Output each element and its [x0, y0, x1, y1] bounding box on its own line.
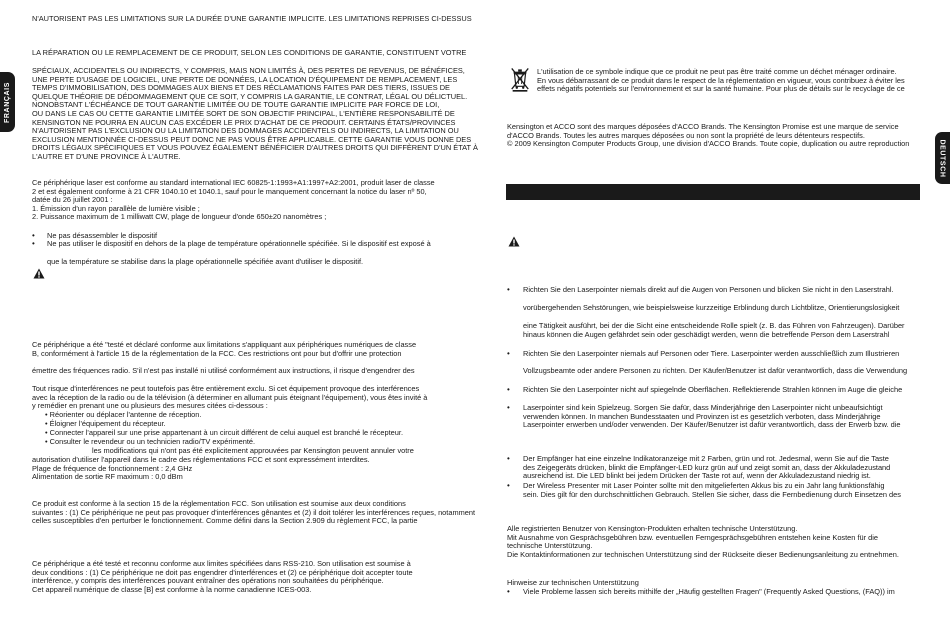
laser-safety-continuation: eine Tätigkeit ausführt, bei der die Sicht eine entscheidende Rolle spielt (z. B. das Führen von Fahrzeugen). Darüber hinaus können die Augen gefährdet sein oder geschädigt werden, wenn die betreffende Person dem Laserstrahl — [523, 321, 905, 339]
bullet-dot: • — [507, 587, 510, 596]
bullet-dot: • — [507, 454, 510, 463]
bullet-dot: • — [507, 349, 510, 358]
support-tips-bullet: Viele Probleme lassen sich bereits mithilfe der „Häufig gestellten Fragen" (Frequently Asked Questions, (FAQ)) im — [523, 587, 895, 596]
section-tab-label: FRANÇAIS — [4, 81, 11, 123]
fcc-measure-item: • Connecter l'appareil sur une prise appartenant à un circuit différent de celui auquel est branché le récepteur. — [45, 428, 404, 437]
laser-safety-bullet-toy: Laserpointer sind kein Spielzeug. Sorgen Sie dafür, dass Minderjährige den Laserpointer nicht unbeaufsichtigt verwenden können. In manchen Bundesstaaten und Provinzen ist es gesetzlich verboten, dass Minderjährige Laserpointer erwerben und/oder verwenden. Der Käufer/Benutzer ist dafür verantwortlich, dass der Erwerb bzw. die — [523, 403, 901, 430]
laser-safety-bullet-eyes: Richten Sie den Laserpointer niemals direkt auf die Augen von Personen und blicken Sie nicht in den Laserstrahl. — [523, 285, 894, 294]
laser-safety-bullet-mirror: Richten Sie den Laserpointer nicht auf spiegelnde Oberflächen. Reflektierende Strahlen können im Auge die gleiche — [523, 385, 903, 394]
bullet-dot: • — [507, 385, 510, 394]
section-tab-deutsch — [935, 132, 950, 184]
canada-compliance-paragraph: Ce périphérique a été testé et reconnu conforme aux limites spécifiées dans RSS-210. Son utilisation est soumise à deux conditions : (1) Ce périphérique ne doit pas engendrer d'interférences et (2) ce périphérique doit accepter toute interférence, y compris des interférences pouvant entraîner des opérations non souhaitées du périphérique. Cet appareil numérique de classe [B] est conforme à la norme canadienne ICES-003. — [32, 559, 413, 594]
fcc-radio-line: émettre des fréquences radio. S'il n'est pas installé ni utilisé conformément aux instructions, il risque d'engendrer des — [32, 366, 415, 375]
modifications-paragraph: autorisation d'utiliser l'appareil dans le cadre des réglementations FCC et sont expressément interdites. Plage de fréquence de fonctionnement : 2,4 GHz Alimentation de sortie RF maximum : 0,0 dBm — [32, 455, 370, 482]
fcc-part15-paragraph: Ce produit est conforme à la section 15 de la réglementation FCC. Son utilisation est soumise aux deux conditions suivantes : (1) Ce périphérique ne peut pas provoquer d'interférences gênantes et (2) il doit tolérer les interférences reçues, notamment celles susceptibles d'en perturber le fonctionnement. Comme défini dans la Section 2.909 du règlement FCC, la partie — [32, 499, 476, 526]
laser-compliance-paragraph: Ce périphérique laser est conforme au standard international IEC 60825-1:1993+A1:1997+A2:2001, produit laser de classe 2 et est également conforme à 21 CFR 1040.10 et 1040.1, sauf pour le manquement concernant la notice du laser nº 50, datée du 26 juillet 2001 : 1. Émission d'un rayon parallèle de lumière visible ; 2. Puissance maximum de 1 milliwatt CW, plage de longueur d'onde 650±20 nanomètres ; — [32, 178, 435, 222]
support-tips-heading: Hinweise zur technischen Unterstützung — [507, 578, 639, 587]
technical-support-paragraph: Alle registrierten Benutzer von Kensington-Produkten erhalten technische Unterstützung. Mit Ausnahme von Gesprächsgebühren bzw. eventuellen Ferngesprächsgebühren entstehen keine Kosten für die technische Unterstützung. Die Kontaktinformationen zur technischen Unterstützung sind der Rückseite dieser Bedienungsanleitung zu entnehmen. — [507, 524, 899, 559]
safety-bullet-disassemble: Ne pas désassembler le dispositif — [47, 231, 158, 240]
fcc-class-b-paragraph: Ce périphérique a été "testé et déclaré conforme aux limitations s'appliquant aux périphériques numériques de classe B, conformément à l'article 15 de la réglementation de la FCC. Ces restrictions ont pour but d'offrir une protection — [32, 340, 417, 358]
weee-notice-paragraph: L'utilisation de ce symbole indique que ce produit ne peut pas être traité comme un déchet ménager ordinaire. En vous débarrassant de ce produit dans le respect de la réglementation en vigueur, vous contribuez à éviter les effets négatifs potentiels sur l'environnement et sur la santé humaine. Pour plus de détails sur le recyclage de ce — [537, 67, 905, 94]
section-tab-label: DEUTSCH — [939, 138, 947, 178]
temperature-stabilize-line: que la température se stabilise dans la plage opérationnelle spécifiée avant d'utiliser le dispositif. — [47, 257, 364, 266]
warranty-repair-line: LA RÉPARATION OU LE REMPLACEMENT DE CE PRODUIT, SELON LES CONDITIONS DE GARANTIE, CONSTITUENT VOTRE — [32, 48, 467, 57]
battery-life-bullet: Der Wireless Presenter mit Laser Pointer sollte mit den mitgelieferten Akkus bis zu ein Jahr lang funktionsfähig sein. Dies gilt für den durchschnittlichen Gebrauch. Stellen Sie sicher, dass die Fernbedienung durch Einsetzen des — [523, 481, 901, 499]
receiver-indicator-bullet: Der Empfänger hat eine einzelne Indikatoranzeige mit 2 Farben, grün und rot. Jedesmal, wenn Sie auf die Taste des Zeigegeräts drücken, blinkt die Empfänger-LED kurz grün auf und zeigt somit an, dass der Akkuladezustand ausreichend ist. Die LED blinkt bei jedem Drücken der Taste rot auf, wenn der Akkuladezustand niedrig ist. — [523, 454, 891, 481]
fcc-measure-item: • Consulter le revendeur ou un technicien radio/TV expérimenté. — [45, 437, 256, 446]
bullet-dot: • — [507, 403, 510, 412]
warranty-duration-line: N'AUTORISENT PAS LES LIMITATIONS SUR LA DURÉE D'UNE GARANTIE IMPLICITE. LES LIMITATIONS REPRISES CI-DESSUS — [32, 14, 472, 23]
laser-safety-continuation: vorübergehenden Sehstörungen, wie beispielsweise kurzzeitige Erblindung durch Lichtblitze, Orientierungslosigkeit — [523, 303, 900, 312]
bullet-dot: • — [32, 239, 35, 248]
bullet-dot: • — [507, 481, 510, 490]
crossed-out-bin-icon — [509, 66, 531, 92]
laser-safety-bullet-persons: Richten Sie den Laserpointer niemals auf Personen oder Tiere. Laserpointer werden ausschließlich zum Illustrieren — [523, 349, 900, 358]
bullet-dot: • — [32, 231, 35, 240]
fcc-measure-item: • Réorienter ou déplacer l'antenne de réception. — [45, 410, 202, 419]
section-header-bar — [506, 184, 920, 200]
safety-bullet-temperature: Ne pas utiliser le dispositif en dehors de la plage de température opérationnelle spécifiée. Si le dispositif est exposé à — [47, 239, 431, 248]
fcc-interference-paragraph: Tout risque d'interférences ne peut toutefois pas être entièrement exclu. Si cet équipement provoque des interférences avec la réception de la radio ou de la télévision (à déterminer en allumant puis éteignant l'équipement), vous êtes invité à y remédier en prenant une ou plusieurs des mesures citées ci-dessous : — [32, 384, 428, 411]
modifications-line: les modifications qui n'ont pas été explicitement approuvées par Kensington peuvent annuler votre — [92, 446, 414, 455]
trademark-paragraph: Kensington et ACCO sont des marques déposées d'ACCO Brands. The Kensington Promise est une marque de service d'ACCO Brands. Toutes les autres marques déposées ou non sont la propriété de leurs détenteurs respectifs. © 2009 Kensington Computer Products Group, une division d'ACCO Brands. Toute copie, duplication ou autre reproduction — [507, 122, 910, 149]
laser-safety-continuation: Vollzugsbeamte oder andere Personen zu richten. Der Käufer/Benutzer ist dafür verantwortlich, dass die Verwendung — [523, 366, 908, 375]
warning-triangle-icon — [508, 236, 520, 247]
warning-triangle-icon — [33, 268, 45, 279]
fcc-measure-item: • Éloigner l'équipement du récepteur. — [45, 419, 166, 428]
section-tab-francais — [0, 72, 15, 132]
bullet-dot: • — [507, 285, 510, 294]
liability-paragraph: SPÉCIAUX, ACCIDENTELS OU INDIRECTS, Y COMPRIS, MAIS NON LIMITÉS À, DES PERTES DE REVENUS, DE BÉNÉFICES, UNE PERTE D'USAGE DE LOGICIEL, UNE PERTE DE DONNÉES, LA LOCATION D'ÉQUIPEMENT DE REMPLACEMENT, LES TEMPS D'IMMOBILISATION, DES DOMMAGES AUX BIENS ET DES RÉCLAMATIONS FAITES PAR DES TIERS, ISSUES DE QUELQUE THÉORIE DE DÉDOMMAGEMENT QUE CE SOIT, Y COMPRIS LA GARANTIE, LE CONTRAT, LÉGAL OU DÉLICTUEL. NONOBSTANT L'ÉCHÉANCE DE TOUT GARANTIE LIMITÉE OU DE TOUTE GARANTIE IMPLICITE PAR FORCE DE LOI, OU DANS LE CAS OU CETTE GARANTIE LIMITÉE SORT DE SON OBJECTIF PRINCIPAL, L'ENTIÈRE RESPONSABILITÉ DE KENSINGTON NE POURRA EN AUCUN CAS EXCÉDER LE PRIX D'ACHAT DE CE PRODUIT. CERTAINS ÉTATS/PROVINCES N'AUTORISENT PAS L'EXCLUSION OU LA LIMITATION DES DOMMAGES ACCIDENTELS OU INDIRECTS, LA LIMITATION OU EXCLUSION MENTIONNÉE CI-DESSUS PEUT DONC NE PAS VOUS ÊTRE APPLICABLE. CETTE GARANTIE VOUS DONNE DES DROITS LÉGAUX SPÉCIFIQUES ET VOUS POUVEZ ÉGALEMENT BÉNÉFICIER D'AUTRES DROITS QUI DIFFÈRENT D'UN ÉTAT À L'AUTRE ET D'UNE PROVINCE À L'AUTRE. — [32, 66, 478, 161]
